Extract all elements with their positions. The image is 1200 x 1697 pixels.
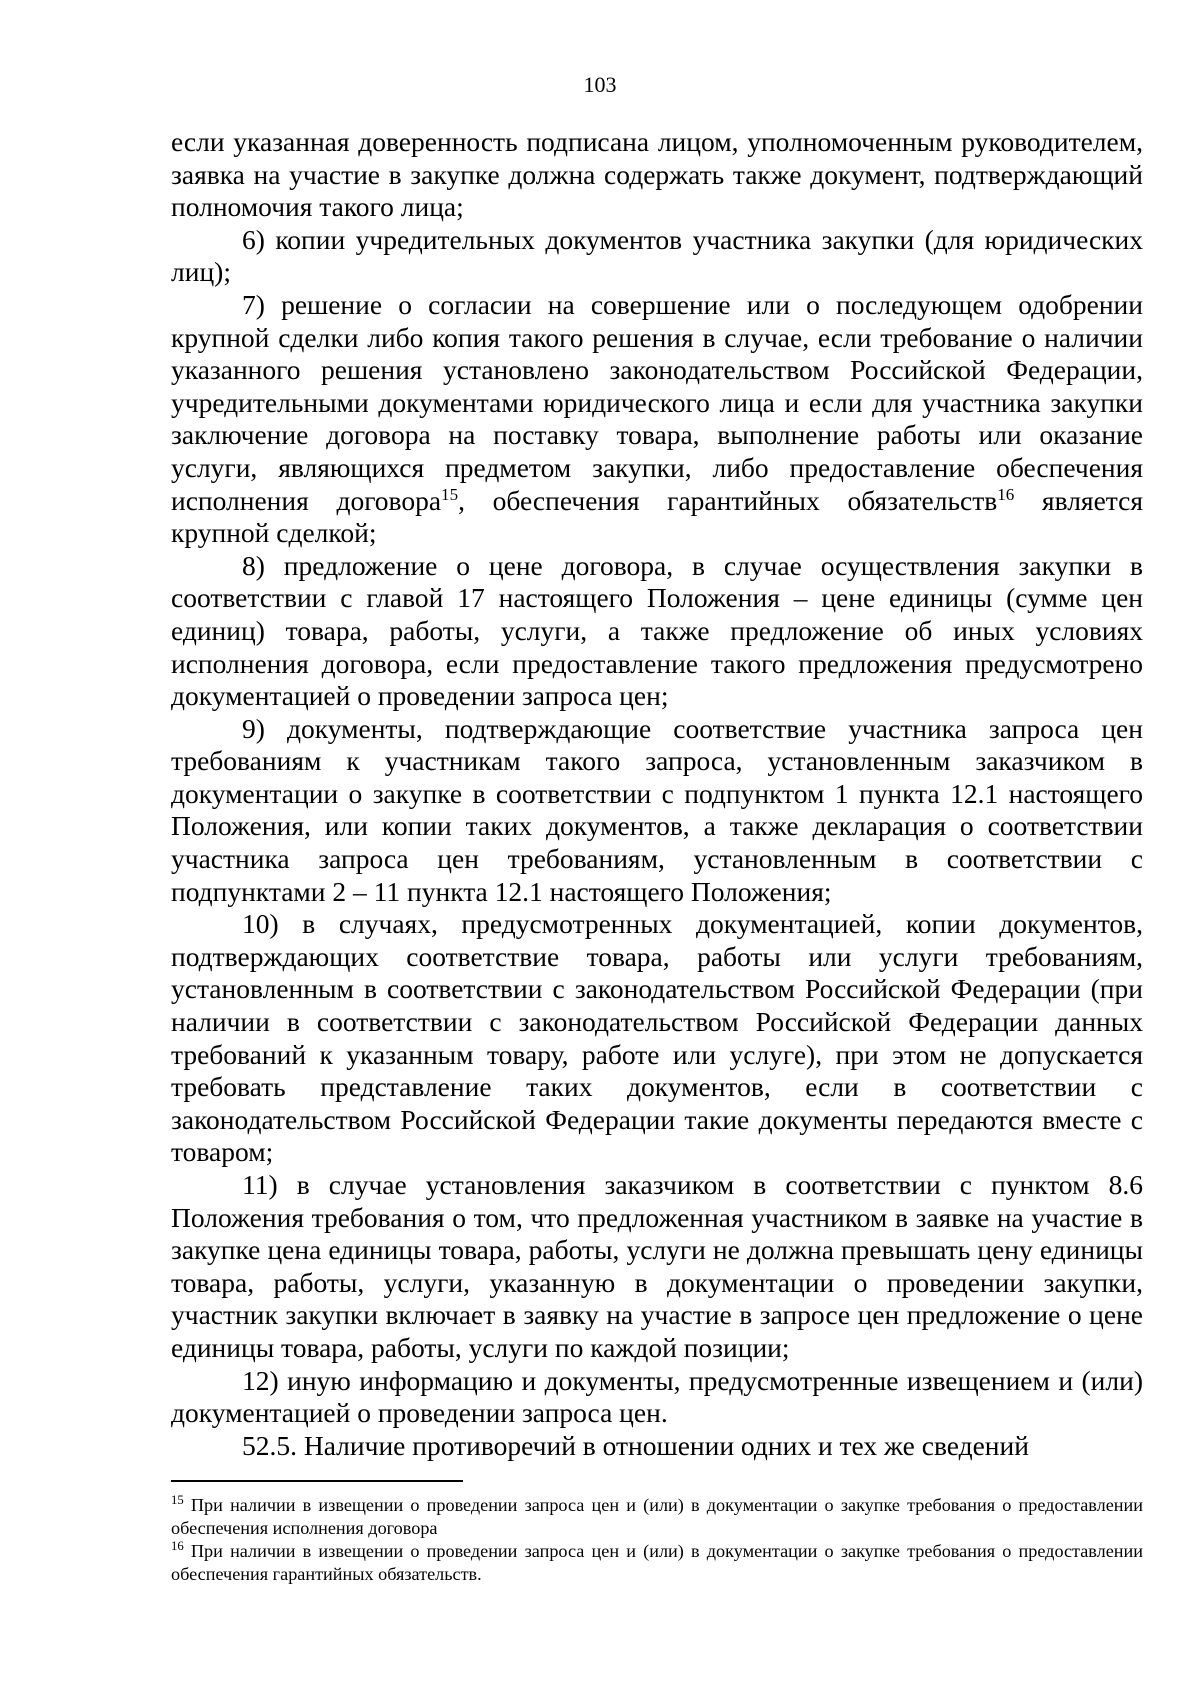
- paragraph-item-7: [171, 289, 1143, 550]
- paragraph-item-12: 12) иную информацию и документы, предусмотренные извещением и (или) документацией о проведении запроса цен.: [171, 1364, 1143, 1429]
- footnotes: [171, 1494, 1143, 1586]
- footnote-separator: [171, 1480, 463, 1482]
- page-number: 103: [583, 72, 617, 97]
- paragraph-item-8: 8) предложение о цене договора, в случае осуществления закупки в соответствии с главой 17 настоящего Положения – цене единицы (сумме цен единиц) товара, работы, услуги, а также предложение об иных условиях исполнения договора, если предоставление такого предложения предусмотрено документацией о проведении запроса цен;: [171, 549, 1143, 712]
- paragraph-continuation: если указанная доверенность подписана лицом, уполномоченным руководителем, заявка на участие в закупке должна содержать также документ, подтверждающий полномочия такого лица;: [171, 126, 1143, 223]
- paragraph-clause-52-5: 52.5. Наличие противоречий в отношении одних и тех же сведений: [242, 1429, 1029, 1461]
- paragraph-item-10: 10) в случаях, предусмотренных документацией, копии документов, подтверждающих соответствие товара, работы или услуги требованиям, установленным в соответствии с законодательством Российской Федерации (при наличии в соответствии с законодательством Российской Федерации данных требований к указанным товару, работе или услуге), при этом не допускается требовать представление таких документов, если в соответствии с законодательством Российской Федерации такие документы передаются вместе с товаром;: [171, 908, 1143, 1168]
- paragraph-item-9: 9) документы, подтверждающие соответствие участника запроса цен требованиям к участникам такого запроса, установленным заказчиком в документации о закупке в соответствии с подпунктом 1 пункта 12.1 настоящего Положения, или копии таких документов, а также декларация о соответствии участника запроса цен требованиям, установленным в соответствии с подпунктами 2 – 11 пункта 12.1 настоящего Положения;: [171, 712, 1143, 907]
- document-body: [171, 126, 1143, 1462]
- footnote-ref-15[interactable]: 15: [441, 484, 459, 504]
- footnote-15: [171, 1494, 1143, 1540]
- footnote-number: 16: [171, 1538, 184, 1553]
- paragraph-item-7-text-a: 7) решение о согласии на совершение или о последующем одобрении крупной сделки либо копия такого решения в случае, если требование о наличии указанного решения установлено законодательством Российской Федерации, учредительными документами юридического лица и если для участника закупки заключение договора на поставку товара, выполнение работы или оказание услуги, являющихся предметом закупки, либо предоставление обеспечения исполнения договора: [171, 288, 1143, 516]
- paragraph-item-6: 6) копии учредительных документов участника закупки (для юридических лиц);: [171, 223, 1143, 288]
- footnote-ref-16[interactable]: 16: [997, 484, 1015, 504]
- paragraph-item-11: 11) в случае установления заказчиком в соответствии с пунктом 8.6 Положения требования о том, что предложенная участником в заявке на участие в закупке цена единицы товара, работы, услуги не должна превышать цену единицы товара, работы, услуги, указанную в документации о проведении закупки, участник закупки включает в заявку на участие в запросе цен предложение о цене единицы товара, работы, услуги по каждой позиции;: [171, 1169, 1143, 1363]
- footnote-16: [171, 1540, 1143, 1586]
- footnote-text: При наличии в извещении о проведении запроса цен и (или) в документации о закупке требования о предоставлении обеспечения исполнения договора: [171, 1495, 1143, 1538]
- footnote-text: При наличии в извещении о проведении запроса цен и (или) в документации о закупке требования о предоставлении обеспечения гарантийных обязательств.: [171, 1541, 1143, 1584]
- footnote-number: 15: [171, 1492, 184, 1507]
- paragraph-item-7-text-b: , обеспечения гарантийных обязательств: [458, 484, 998, 516]
- paragraph-item-7-text-c: является крупной сделкой;: [171, 484, 1143, 549]
